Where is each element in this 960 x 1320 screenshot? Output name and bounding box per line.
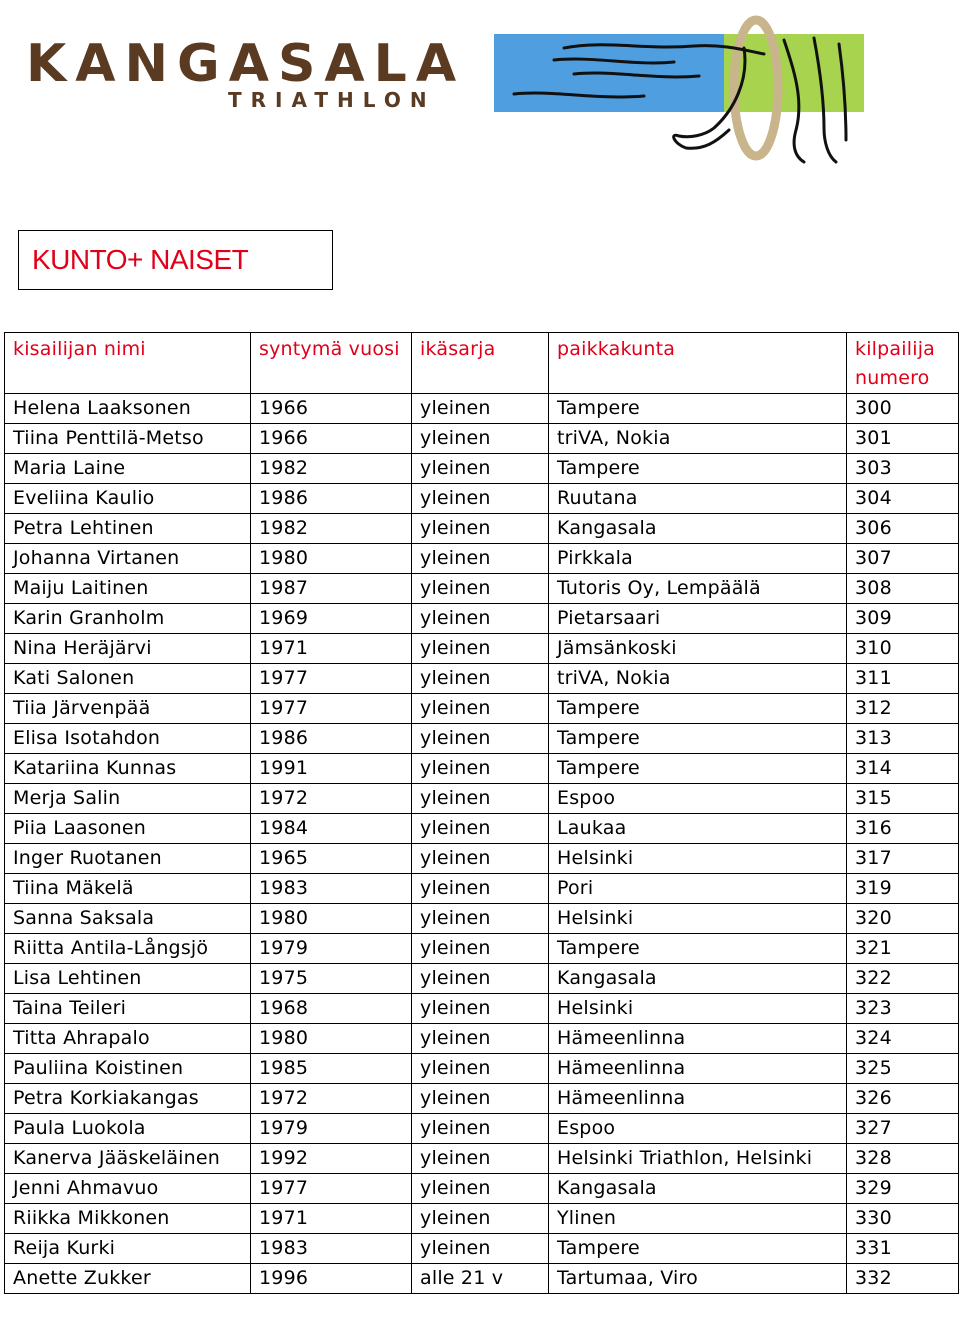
cell-name: Anette Zukker	[5, 1264, 251, 1294]
table-row	[5, 574, 959, 604]
cell-name: Kanerva Jääskeläinen	[5, 1144, 251, 1174]
cell-name: Lisa Lehtinen	[5, 964, 251, 994]
header-birth-year: syntymä vuosi	[251, 333, 412, 394]
table-row	[5, 694, 959, 724]
cell-age-class: yleinen	[412, 1234, 549, 1264]
cell-name: Tiia Järvenpää	[5, 694, 251, 724]
cell-name: Petra Korkiakangas	[5, 1084, 251, 1114]
cell-name: Karin Granholm	[5, 604, 251, 634]
cell-hometown: Pietarsaari	[549, 604, 847, 634]
cell-hometown: Kangasala	[549, 1174, 847, 1204]
cell-birth-year: 1992	[251, 1144, 412, 1174]
cell-name: Taina Teileri	[5, 994, 251, 1024]
cell-hometown: Hämeenlinna	[549, 1054, 847, 1084]
cell-name: Helena Laaksonen	[5, 394, 251, 424]
cell-age-class: yleinen	[412, 484, 549, 514]
table-row	[5, 964, 959, 994]
cell-age-class: yleinen	[412, 1114, 549, 1144]
cell-name: Maria Laine	[5, 454, 251, 484]
cell-age-class: yleinen	[412, 394, 549, 424]
cell-bib-number: 312	[847, 694, 959, 724]
cell-name: Tiina Penttilä-Metso	[5, 424, 251, 454]
cell-birth-year: 1977	[251, 664, 412, 694]
cell-hometown: Pori	[549, 874, 847, 904]
triathlon-runner-logo-graphic	[494, 10, 894, 170]
cell-age-class: yleinen	[412, 574, 549, 604]
cell-bib-number: 316	[847, 814, 959, 844]
cell-hometown: Ylinen	[549, 1204, 847, 1234]
cell-birth-year: 1971	[251, 1204, 412, 1234]
cell-age-class: yleinen	[412, 424, 549, 454]
cell-hometown: Espoo	[549, 784, 847, 814]
cell-birth-year: 1983	[251, 874, 412, 904]
cell-bib-number: 330	[847, 1204, 959, 1234]
table-header-row	[5, 333, 959, 394]
cell-birth-year: 1966	[251, 394, 412, 424]
cell-bib-number: 329	[847, 1174, 959, 1204]
cell-hometown: Tutoris Oy, Lempäälä	[549, 574, 847, 604]
cell-name: Katariina Kunnas	[5, 754, 251, 784]
cell-age-class: yleinen	[412, 634, 549, 664]
cell-birth-year: 1977	[251, 694, 412, 724]
table-row	[5, 604, 959, 634]
cell-age-class: yleinen	[412, 694, 549, 724]
cell-name: Maiju Laitinen	[5, 574, 251, 604]
cell-age-class: yleinen	[412, 844, 549, 874]
header-hometown: paikkakunta	[549, 333, 847, 394]
cell-name: Piia Laasonen	[5, 814, 251, 844]
cell-bib-number: 303	[847, 454, 959, 484]
cell-bib-number: 322	[847, 964, 959, 994]
cell-hometown: Tartumaa, Viro	[549, 1264, 847, 1294]
cell-bib-number: 324	[847, 1024, 959, 1054]
cell-hometown: Tampere	[549, 394, 847, 424]
cell-birth-year: 1982	[251, 454, 412, 484]
table-row	[5, 454, 959, 484]
cell-birth-year: 1985	[251, 1054, 412, 1084]
table-row	[5, 784, 959, 814]
cell-birth-year: 1966	[251, 424, 412, 454]
table-row	[5, 904, 959, 934]
table-row	[5, 1264, 959, 1294]
cell-name: Paula Luokola	[5, 1114, 251, 1144]
cell-bib-number: 311	[847, 664, 959, 694]
cell-birth-year: 1984	[251, 814, 412, 844]
cell-bib-number: 327	[847, 1114, 959, 1144]
cell-bib-number: 310	[847, 634, 959, 664]
cell-birth-year: 1972	[251, 1084, 412, 1114]
table-row	[5, 934, 959, 964]
cell-age-class: yleinen	[412, 514, 549, 544]
cell-bib-number: 309	[847, 604, 959, 634]
cell-birth-year: 1979	[251, 1114, 412, 1144]
table-row	[5, 1084, 959, 1114]
cell-name: Jenni Ahmavuo	[5, 1174, 251, 1204]
cell-bib-number: 326	[847, 1084, 959, 1114]
table-row	[5, 394, 959, 424]
cell-age-class: yleinen	[412, 904, 549, 934]
table-row	[5, 754, 959, 784]
cell-birth-year: 1977	[251, 1174, 412, 1204]
cell-birth-year: 1965	[251, 844, 412, 874]
cell-birth-year: 1980	[251, 544, 412, 574]
cell-birth-year: 1971	[251, 634, 412, 664]
cell-birth-year: 1972	[251, 784, 412, 814]
table-row	[5, 994, 959, 1024]
cell-bib-number: 314	[847, 754, 959, 784]
cell-age-class: yleinen	[412, 664, 549, 694]
cell-name: Titta Ahrapalo	[5, 1024, 251, 1054]
cell-bib-number: 321	[847, 934, 959, 964]
cell-birth-year: 1975	[251, 964, 412, 994]
cell-bib-number: 313	[847, 724, 959, 754]
cell-name: Nina Heräjärvi	[5, 634, 251, 664]
cell-bib-number: 320	[847, 904, 959, 934]
cell-birth-year: 1980	[251, 1024, 412, 1054]
cell-age-class: yleinen	[412, 754, 549, 784]
cell-age-class: yleinen	[412, 934, 549, 964]
table-row	[5, 844, 959, 874]
cell-birth-year: 1968	[251, 994, 412, 1024]
cell-birth-year: 1979	[251, 934, 412, 964]
cell-birth-year: 1969	[251, 604, 412, 634]
cell-birth-year: 1983	[251, 1234, 412, 1264]
table-row	[5, 664, 959, 694]
cell-hometown: Tampere	[549, 934, 847, 964]
cell-age-class: yleinen	[412, 814, 549, 844]
participants-table	[4, 332, 959, 1294]
cell-name: Merja Salin	[5, 784, 251, 814]
cell-age-class: yleinen	[412, 724, 549, 754]
cell-hometown: Kangasala	[549, 514, 847, 544]
cell-hometown: Pirkkala	[549, 544, 847, 574]
table-row	[5, 634, 959, 664]
cell-age-class: yleinen	[412, 1174, 549, 1204]
header-name: kisailijan nimi	[5, 333, 251, 394]
cell-age-class: yleinen	[412, 964, 549, 994]
cell-age-class: yleinen	[412, 604, 549, 634]
cell-bib-number: 307	[847, 544, 959, 574]
table-row	[5, 1024, 959, 1054]
cell-bib-number: 328	[847, 1144, 959, 1174]
cell-hometown: Helsinki Triathlon, Helsinki	[549, 1144, 847, 1174]
table-row	[5, 1144, 959, 1174]
cell-bib-number: 300	[847, 394, 959, 424]
cell-bib-number: 325	[847, 1054, 959, 1084]
header-age-class: ikäsarja	[412, 333, 549, 394]
header-bib-number: kilpailija numero	[847, 333, 959, 394]
table-row	[5, 514, 959, 544]
cell-birth-year: 1980	[251, 904, 412, 934]
cell-age-class: alle 21 v	[412, 1264, 549, 1294]
cell-bib-number: 315	[847, 784, 959, 814]
table-row	[5, 1234, 959, 1264]
cell-hometown: Hämeenlinna	[549, 1084, 847, 1114]
cell-hometown: Espoo	[549, 1114, 847, 1144]
cell-hometown: Jämsänkoski	[549, 634, 847, 664]
cell-bib-number: 317	[847, 844, 959, 874]
cell-age-class: yleinen	[412, 1084, 549, 1114]
table-row	[5, 484, 959, 514]
table-row	[5, 814, 959, 844]
table-row	[5, 724, 959, 754]
cell-name: Sanna Saksala	[5, 904, 251, 934]
cell-name: Petra Lehtinen	[5, 514, 251, 544]
category-title-box	[18, 230, 333, 290]
cell-bib-number: 319	[847, 874, 959, 904]
cell-name: Kati Salonen	[5, 664, 251, 694]
cell-name: Pauliina Koistinen	[5, 1054, 251, 1084]
cell-hometown: triVA, Nokia	[549, 664, 847, 694]
cell-age-class: yleinen	[412, 874, 549, 904]
cell-name: Inger Ruotanen	[5, 844, 251, 874]
table-row	[5, 544, 959, 574]
cell-bib-number: 304	[847, 484, 959, 514]
cell-hometown: Tampere	[549, 454, 847, 484]
cell-birth-year: 1987	[251, 574, 412, 604]
cell-bib-number: 323	[847, 994, 959, 1024]
cell-hometown: Helsinki	[549, 994, 847, 1024]
cell-birth-year: 1986	[251, 484, 412, 514]
table-row	[5, 424, 959, 454]
cell-age-class: yleinen	[412, 454, 549, 484]
cell-bib-number: 308	[847, 574, 959, 604]
cell-hometown: triVA, Nokia	[549, 424, 847, 454]
cell-hometown: Tampere	[549, 724, 847, 754]
cell-name: Eveliina Kaulio	[5, 484, 251, 514]
cell-hometown: Hämeenlinna	[549, 1024, 847, 1054]
cell-name: Tiina Mäkelä	[5, 874, 251, 904]
logo-subtitle: TRIATHLON	[228, 88, 436, 112]
cell-hometown: Tampere	[549, 1234, 847, 1264]
cell-age-class: yleinen	[412, 1204, 549, 1234]
cell-name: Riitta Antila-Långsjö	[5, 934, 251, 964]
cell-hometown: Helsinki	[549, 904, 847, 934]
cell-birth-year: 1991	[251, 754, 412, 784]
cell-name: Johanna Virtanen	[5, 544, 251, 574]
cell-age-class: yleinen	[412, 784, 549, 814]
cell-age-class: yleinen	[412, 1054, 549, 1084]
cell-bib-number: 332	[847, 1264, 959, 1294]
cell-bib-number: 331	[847, 1234, 959, 1264]
cell-birth-year: 1986	[251, 724, 412, 754]
table-row	[5, 1054, 959, 1084]
table-row	[5, 1174, 959, 1204]
cell-hometown: Helsinki	[549, 844, 847, 874]
cell-age-class: yleinen	[412, 994, 549, 1024]
cell-birth-year: 1982	[251, 514, 412, 544]
cell-age-class: yleinen	[412, 544, 549, 574]
cell-hometown: Tampere	[549, 754, 847, 784]
cell-name: Riikka Mikkonen	[5, 1204, 251, 1234]
cell-age-class: yleinen	[412, 1144, 549, 1174]
category-title: KUNTO+ NAISET	[32, 244, 249, 275]
cell-name: Reija Kurki	[5, 1234, 251, 1264]
cell-hometown: Ruutana	[549, 484, 847, 514]
logo-wordmark: KANGASALA	[26, 34, 466, 94]
cell-hometown: Tampere	[549, 694, 847, 724]
cell-name: Elisa Isotahdon	[5, 724, 251, 754]
table-row	[5, 874, 959, 904]
cell-age-class: yleinen	[412, 1024, 549, 1054]
table-row	[5, 1114, 959, 1144]
cell-bib-number: 301	[847, 424, 959, 454]
kangasala-triathlon-logo	[26, 10, 876, 170]
cell-bib-number: 306	[847, 514, 959, 544]
table-row	[5, 1204, 959, 1234]
cell-hometown: Kangasala	[549, 964, 847, 994]
cell-hometown: Laukaa	[549, 814, 847, 844]
cell-birth-year: 1996	[251, 1264, 412, 1294]
